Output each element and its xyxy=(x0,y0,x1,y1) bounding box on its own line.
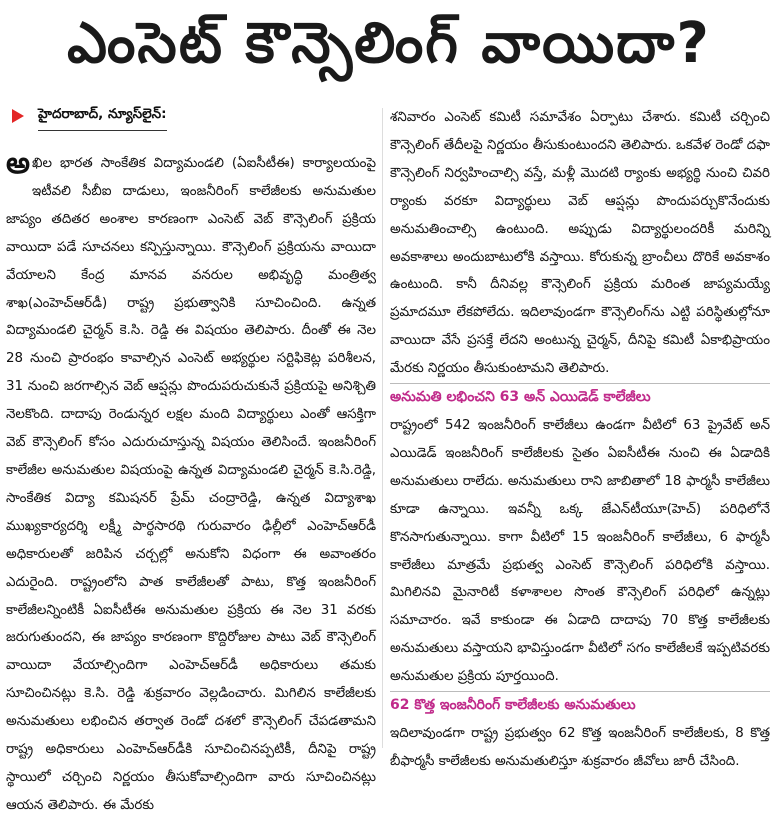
right-paragraph-3: ఇదిలావుండగా రాష్ట్ర ప్రభుత్వం 62 కొత్త ఇంజనీరింగ్ కాలేజీలకు, 8 కొత్త బీఫార్మసీ కాలేజీలకు అనుమతులిస్తూ శుక్రవారం జీవోలు జారీ చేసింది. xyxy=(390,725,770,769)
red-arrow-icon xyxy=(12,109,24,123)
left-column-text: ఖిల భారత సాంకేతిక విద్యామండలి (ఏఐసీటీఈ) కార్యాలయంపై ఇటీవలి సీబీఐ దాడులు, ఇంజనీరింగ్ కాలేజీలకు అనుమతుల జాప్యం తదితర అంశాల కారణంగా ఎంసెట్ వెబ్ కౌన్సెలింగ్ ప్రక్రియ వాయిదా పడే సూచనలు కన్పిస్తున్నాయి. కౌన్సెలింగ్ ప్రక్రియను వాయిదా వేయాలని కేంద్ర మానవ వనరుల అభివృద్ధి మంత్రిత్వ శాఖ(ఎంహెచ్‌ఆర్‌డీ) రాష్ట్ర ప్రభుత్వానికి సూచించింది. ఉన్నత విద్యామండలి చైర్మన్ కె.సి. రెడ్డి ఈ విషయం తెలిపారు. దీంతో ఈ నెల 28 నుంచి ప్రారంభం కావాల్సిన ఎంసెట్ అభ్యర్థుల సర్టిఫికెట్ల పరిశీలన, 31 నుంచి జరగాల్సిన వెబ్ ఆప్షన్లు పొందుపరుచుకునే ప్రక్రియపై అనిశ్చితి నెలకొంది. దాదాపు రెండున్నర లక్షల మంది విద్యార్థులు ఎంతో ఆసక్తిగా వెబ్ కౌన్సెలింగ్ కోసం ఎదురుచూస్తున్న విషయం తెలిసిందే. ఇంజనీరింగ్ కాలేజీల అనుమతుల విషయంపై ఉన్నత విద్యామండలి చైర్మన్ కె.సి.రెడ్డి, సాంకేతిక విద్యా కమిషనర్ ప్రేమ్ చంద్రారెడ్డి, ఉన్నత విద్యాశాఖ ముఖ్యకార్యదర్శి లక్ష్మీ పార్థసారథి గురువారం ఢిల్లీలో ఎంహెచ్‌ఆర్‌డీ అధికారులతో జరిపిన చర్చల్లో అనుకోని విధంగా ఈ అవాంతరం ఎదురైంది. రాష్ట్రంలోని పాత కాలేజీలతో పాటు, కొత్త ఇంజనీరింగ్ కాలేజీలన్నింటికీ ఏఐసీటీఈ అనుమతుల ప్రక్రియ ఈ నెల 31 వరకు జరుగుతుందని, ఈ జాప్యం కారణంగా కొద్దిరోజుల పాటు వెబ్ కౌన్సెలింగ్ వాయిదా వేయాల్సిందిగా ఎంహెచ్‌ఆర్‌డీ అధికారులు తమకు సూచించినట్లు కె.సి. రెడ్డి శుక్రవారం వెల్లడించారు. మిగిలిన కాలేజీలకు అనుమతులు లభించిన తర్వాత రెండో దశలో కౌన్సెలింగ్ చేపడతామని రాష్ట్ర అధికారులు ఎంహెచ్‌ఆర్‌డీకి సూచించినప్పటికీ, దీనిపై రాష్ట్ర స్థాయిలో చర్చించి నిర్ణయం తీసుకోవాల్సిందిగా వారు సూచించినట్లు ఆయన తెలిపారు. ఈ మేరకు xyxy=(6,156,376,813)
right-column xyxy=(390,104,770,776)
subhead-new-colleges: 62 కొత్త ఇంజనీరింగ్ కాలేజీలకు అనుమతులు xyxy=(390,691,770,720)
headline: ఎంసెట్ కౌన్సెలింగ్ వాయిదా? xyxy=(67,10,711,76)
subhead-unaided-colleges: అనుమతి లభించని 63 అన్ ఎయిడెడ్ కాలేజీలు xyxy=(390,383,770,412)
dropcap: అ xyxy=(6,146,30,181)
column-divider xyxy=(382,108,383,748)
left-column-paragraph xyxy=(6,146,376,820)
left-column xyxy=(6,104,376,820)
dateline xyxy=(6,104,376,128)
dateline-text: హైదరాబాద్, న్యూస్‌లైన్: xyxy=(38,101,167,131)
right-paragraph-1: శనివారం ఎంసెట్ కమిటీ సమావేశం ఏర్పాటు చేశారు. కమిటీ చర్చించి కౌన్సెలింగ్ తేదీలపై నిర్ణయం తీసుకుంటుందని తెలిపారు. ఒకవేళ రెండో దఫా కౌన్సెలింగ్ నిర్వహించాల్సి వస్తే, మళ్లీ మొదటి ర్యాంకు అభ్యర్థి నుంచి చివరి ర్యాంకు వరకూ విద్యార్థులు వెబ్ ఆప్షన్లు పొందుపర్చుకొనేందుకు అనుమతించాల్సి ఉంటుంది. అప్పుడు విద్యార్థులందరికీ మరిన్ని అవకాశాలు అందుబాటులోకి వస్తాయి. కోరుకున్న బ్రాంచీలు దొరికే అవకాశం ఉంటుంది. కానీ దీనివల్ల కౌన్సెలింగ్ ప్రక్రియ మరింత జాప్యమయ్యే ప్రమాదమూ లేకపోలేదు. ఇదిలావుండగా కౌన్సెలింగ్‌ను ఎట్టి పరిస్థితుల్లోనూ వాయిదా వేసే ప్రసక్తే లేదని అంటున్న చైర్మన్, దీనిపై కమిటీ ఏకాభిప్రాయం మేరకు నిర్ణయం తీసుకుంటామని తెలిపారు. xyxy=(390,110,770,377)
right-paragraph-2: రాష్ట్రంలో 542 ఇంజనీరింగ్ కాలేజీలు ఉండగా వీటిలో 63 ప్రైవేట్ అన్ ఎయిడెడ్ ఇంజనీరింగ్ కాలేజీలకు సైతం ఏఐసీటీఈ నుంచి ఈ ఏడాదికి అనుమతులు రాలేదు. అనుమతులు రాని జాబితాలో 18 ఫార్మసీ కాలేజీలు కూడా ఉన్నాయి. ఇవన్నీ ఒక్క జేఎన్‌టీయూ(హెచ్) పరిధిలోనే కొనసాగుతున్నాయి. కాగా వీటిలో 15 ఇంజనీరింగ్ కాలేజీలు, 6 ఫార్మసీ కాలేజీలు మాత్రమే ప్రభుత్వ ఎంసెట్ కౌన్సెలింగ్ పరిధిలోకి వస్తాయి. మిగిలినవి మైనారిటీ కళాశాలల సొంత కౌన్సెలింగ్ పరిధిలో ఉన్నట్లు సమాచారం. ఇవే కాకుండా ఈ ఏడాది దాదాపు 70 కొత్త కాలేజీలకు అనుమతులు వస్తాయని భావిస్తుండగా వీటిలో సగం కాలేజీలకే ఇప్పటివరకు అనుమతుల ప్రక్రియ పూర్తయింది. xyxy=(390,417,770,685)
